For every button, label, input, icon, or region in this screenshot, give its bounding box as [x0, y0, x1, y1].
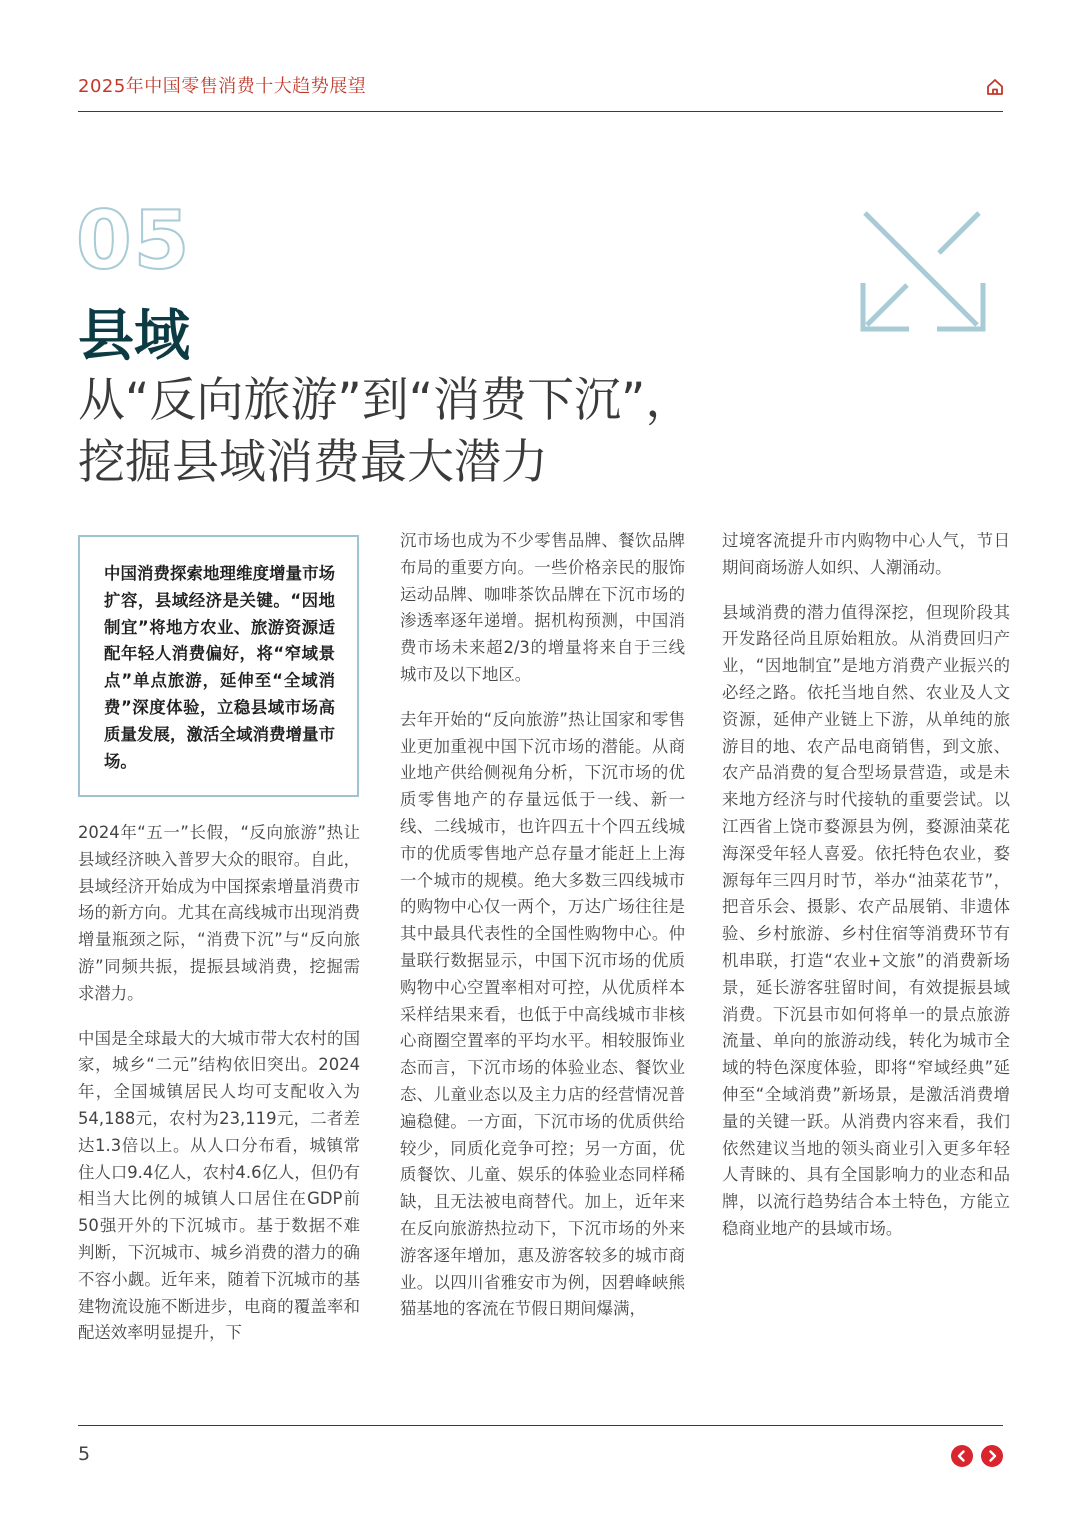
summary-box: 中国消费探索地理维度增量市场扩容，县域经济是关键。“因地制宜”将地方农业、旅游资源适配年轻人消费偏好，将“窄域景点”单点旅游，延伸至“全域消费”深度体验，立稳县域市场高质量发展，激活全域消费增量市场。 [78, 535, 359, 797]
body-column-1 [78, 820, 360, 1365]
next-page-button[interactable] [981, 1445, 1003, 1467]
body-column-3 [722, 528, 1010, 1261]
headline-line-2: 挖掘县域消费最大潜力 [78, 435, 548, 490]
headline-line-1: 从“反向旅游”到“消费下沉”， [78, 373, 693, 428]
chapter-kicker: 县域 [78, 304, 190, 369]
paragraph: 县域消费的潜力值得深挖，但现阶段其开发路径尚且原始粗放。从消费回归产业，“因地制宜”是地方消费产业振兴的必经之路。依托当地自然、农业及人文资源，延伸产业链上下游，从单纯的旅游目的地、农产品电商销售，到文旅、农产品消费的复合型场景营造，或是未来地方经济与时代接轨的重要尝试。以江西省上饶市婺源县为例，婺源油菜花海深受年轻人喜爱。依托特色农业，婺源每年三四月时节，举办“油菜花节”，把音乐会、摄影、农产品展销、非遗体验、乡村旅游、乡村住宿等消费环节有机串联，打造“农业+文旅”的消费新场景，延长游客驻留时间，有效提振县域消费。下沉县市如何将单一的景点旅游流量、单向的旅游动线，转化为城市全域的特色深度体验，即将“窄域经典”延伸至“全域消费”新场景，是激活消费增量的关键一跃。从消费内容来看，我们依然建议当地的领头商业引入更多年轻人青睐的、具有全国影响力的业态和品牌，以流行趋势结合本土特色，方能立稳商业地产的县域市场。 [722, 602, 1010, 1238]
chapter-number: 05 [76, 194, 192, 287]
paragraph: 过境客流提升市内购物中心人气，节日期间商场游人如织、人潮涌动。 [722, 531, 1010, 577]
footer-divider [78, 1425, 1003, 1426]
paragraph: 中国是全球最大的大城市带大农村的国家，城乡“二元”结构依旧突出。2024年，全国城镇居民人均可支配收入为54,188元，农村为23,119元，二者差达1.3倍以上。从人口分布看，城镇常住人口9.4亿人，农村4.6亿人，但仍有相当大比例的城镇人口居住在GDP前50强开外的下沉城市。基于数据不难判断，下沉城市、城乡消费的潜力的确不容小觑。近年来，随着下沉城市的基建物流设施不断进步，电商的覆盖率和配送效率明显提升，下 [78, 1028, 360, 1343]
body-column-2 [400, 528, 685, 1341]
chevron-left-icon [951, 1445, 973, 1467]
home-icon[interactable] [985, 77, 1005, 97]
header-divider [78, 111, 1003, 112]
paragraph: 去年开始的“反向旅游”热让国家和零售业更加重视中国下沉市场的潜能。从商业地产供给侧视角分析，下沉市场的优质零售地产的存量远低于一线、新一线、二线城市，也许四五十个四五线城市的优质零售地产总存量才能赶上上海一个城市的规模。绝大多数三四线城市的购物中心仅一两个，万达广场往往是其中最具代表性的全国性购物中心。仲量联行数据显示，中国下沉市场的优质购物中心空置率相对可控，从优质样本采样结果来看，也低于中高线城市非核心商圈空置率的平均水平。相较服饰业态而言，下沉市场的体验业态、餐饮业态、儿童业态以及主力店的经营情况普遍稳健。一方面，下沉市场的优质供给较少，同质化竞争可控；另一方面，优质餐饮、儿童、娱乐的体验业态同样稀缺，且无法被电商替代。加上，近年来在反向旅游热拉动下，下沉市场的外来游客逐年增加，惠及游客较多的城市商业。以四川省雅安市为例，因碧峰峡熊猫基地的客流在节假日期间爆满， [400, 709, 685, 1319]
paragraph: 沉市场也成为不少零售品牌、餐饮品牌布局的重要方向。一些价格亲民的服饰运动品牌、咖啡茶饮品牌在下沉市场的渗透率逐年递增。据机构预测，中国消费市场未来超2/3的增量将来自于三线城市及以下地区。 [400, 531, 685, 684]
chevron-right-icon [981, 1445, 1003, 1467]
chapter-headline [78, 370, 938, 494]
previous-page-button[interactable] [951, 1445, 973, 1467]
report-title: 2025年中国零售消费十大趋势展望 [78, 76, 367, 97]
diagonal-arrows-icon [855, 205, 990, 335]
page-number: 5 [78, 1443, 91, 1465]
paragraph: 2024年“五一”长假，“反向旅游”热让县域经济映入普罗大众的眼帘。自此，县域经济开始成为中国探索增量消费市场的新方向。尤其在高线城市出现消费增量瓶颈之际，“消费下沉”与“反向旅游”同频共振，提振县域消费，挖掘需求潜力。 [78, 823, 360, 1003]
